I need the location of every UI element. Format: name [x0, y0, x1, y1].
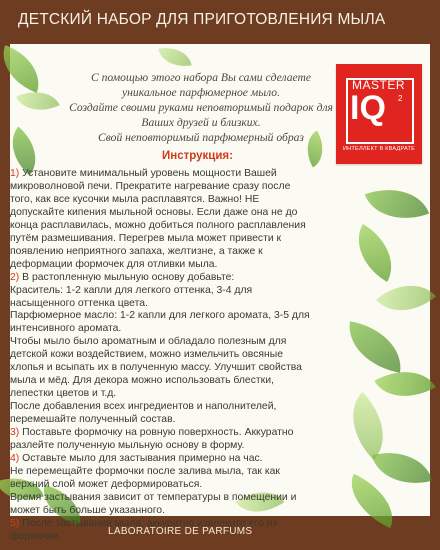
- instructions-body: [10, 168, 350, 544]
- logo-tagline: ИНТЕЛЛЕКТ В КВАДРАТЕ: [342, 146, 416, 152]
- leaf-decoration: [372, 442, 433, 494]
- instruction-line: Чтобы мыло было ароматным и обладало полезным для: [10, 336, 287, 348]
- header-bar: [0, 0, 440, 44]
- instruction-line: мыла и мёд. Для декора можно использовать блестки,: [10, 375, 274, 387]
- step-number: 5): [10, 517, 20, 529]
- instruction-line: 5) После застывания мыла, аккуратно извлеките его из: [10, 517, 278, 529]
- product-title: ДЕТСКИЙ НАБОР ДЛЯ ПРИГОТОВЛЕНИЯ МЫЛА: [18, 11, 386, 28]
- instruction-line: Парфюмерное масло: 1-2 капли для легкого аромата, 3-5 для: [10, 310, 310, 322]
- instruction-line: 4) Оставьте мыло для застывания примерно на час.: [10, 452, 263, 464]
- leaf-decoration: [344, 224, 406, 282]
- instruction-line: лепестки цветов и т.д.: [10, 388, 117, 400]
- instruction-line: 1) Установите минимальный уровень мощности Вашей: [10, 168, 277, 179]
- instruction-line: Краситель: 1-2 капли для легкого оттенка, 3-4 для: [10, 284, 253, 296]
- instruction-line: микроволновой печи. Прекратите нагревание сразу после: [10, 180, 291, 192]
- instruction-line: интенсивного аромата.: [10, 323, 122, 335]
- instruction-line: перемешайте полученный состав.: [10, 414, 176, 426]
- intro-line: Создайте своими руками неповторимый подарок для: [69, 101, 333, 114]
- intro-line: Ваших друзей и близких.: [141, 116, 261, 129]
- leaf-decoration: [158, 44, 191, 71]
- step-number: 4): [10, 452, 20, 464]
- step-number: 1): [10, 168, 20, 179]
- instruction-line: 2) В растопленную мыльную основу добавьте:: [10, 271, 235, 283]
- step-number: 3): [10, 427, 20, 439]
- intro-line: уникальное парфюмерное мыло.: [122, 86, 280, 99]
- instructions-title: Инструкция:: [162, 150, 233, 162]
- instruction-line: может быть больше указанного.: [10, 504, 165, 516]
- instruction-line: допускайте кипения мыльной основы. Если даже она не до: [10, 206, 298, 218]
- intro-line: С помощью этого набора Вы сами сделаете: [90, 71, 312, 84]
- instruction-line: 3) Поставьте формочку на ровную поверхность. Аккуратно: [10, 427, 294, 439]
- instruction-line: формочки.: [10, 530, 62, 542]
- instruction-line: разлейте полученную мыльную основу в форму.: [10, 440, 245, 452]
- instruction-line: появлению неприятного запаха, желтизне, а также к: [10, 245, 263, 257]
- leaf-decoration: [343, 321, 407, 372]
- logo-superscript: 2: [398, 94, 403, 103]
- instruction-line: того, как все кусочки мыла расплавятся. Важно! НЕ: [10, 193, 260, 205]
- instruction-line: путём размешивания. Перегрев мыла может привести к: [10, 232, 282, 244]
- footer-brand: LABORATOIRE DE PARFUMS: [108, 526, 253, 537]
- logo-master-text: MASTER: [352, 78, 406, 92]
- instruction-line: После добавления всех ингредиентов и наполнителей,: [10, 401, 277, 413]
- intro-text: [68, 70, 334, 145]
- instruction-line: конца расплавилась, можно добиться полного расплавления: [10, 219, 306, 231]
- instruction-line: насыщенного оттенка цвета.: [10, 297, 148, 309]
- step-number: 2): [10, 271, 20, 283]
- leaf-decoration: [0, 45, 48, 93]
- instruction-line: верхний слой может деформироваться.: [10, 478, 203, 490]
- master-iq-logo: [336, 64, 422, 164]
- instruction-line: хлопья и всыпать их в полученную массу. Улучшит свойства: [10, 362, 302, 374]
- instruction-line: деформации формочек для отливки мыла.: [10, 258, 218, 270]
- intro-line: Свой неповторимый парфюмерный образ: [98, 131, 304, 144]
- leaf-decoration: [365, 176, 429, 232]
- footer-bar: [0, 516, 440, 550]
- instruction-line: Не перемещайте формочки после залива мыла, так как: [10, 465, 280, 477]
- instruction-line: детской кожи воздействием, можно измельчить овсяные: [10, 349, 284, 361]
- instruction-line: Время застывания зависит от температуры в помещении и: [10, 491, 297, 503]
- logo-iq-text: IQ: [350, 89, 386, 127]
